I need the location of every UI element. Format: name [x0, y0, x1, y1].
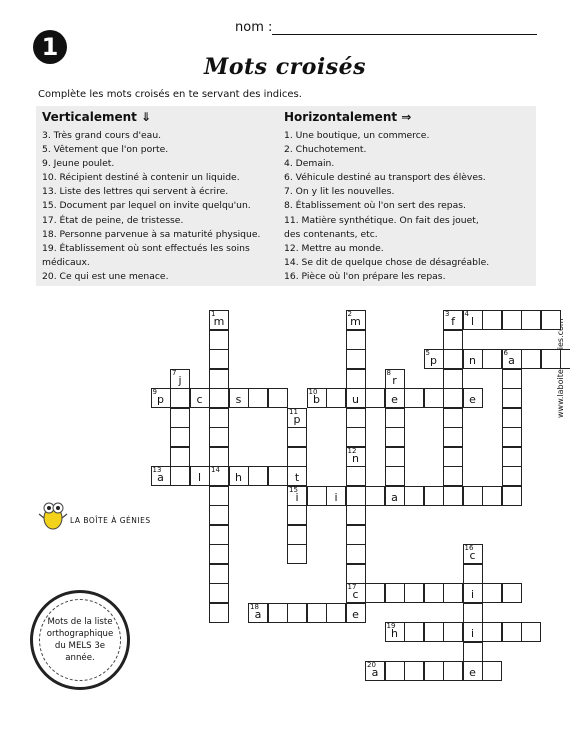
- clue-item: 20. Ce qui est une menace.: [42, 270, 169, 282]
- clue-number: 7: [172, 368, 177, 377]
- crossword-cell[interactable]: [404, 486, 424, 506]
- crossword-cell[interactable]: [346, 330, 366, 350]
- crossword-cell[interactable]: [190, 466, 210, 486]
- name-label: nom :: [235, 20, 273, 35]
- clue-item: 11. Matière synthétique. On fait des jouet,: [284, 214, 479, 226]
- crossword-cell[interactable]: [385, 486, 405, 506]
- crossword-cell[interactable]: [209, 388, 229, 408]
- crossword-cell[interactable]: [385, 447, 405, 467]
- crossword-cell[interactable]: [248, 603, 268, 623]
- crossword-cell[interactable]: [424, 349, 444, 369]
- crossword-cell[interactable]: [385, 583, 405, 603]
- crossword-cell[interactable]: [209, 330, 229, 350]
- crossword-cell[interactable]: [502, 388, 522, 408]
- given-letter: p: [430, 354, 437, 367]
- crossword-cell[interactable]: [443, 622, 463, 642]
- crossword-cell[interactable]: [365, 583, 385, 603]
- clue-item: 1. Une boutique, un commerce.: [284, 130, 430, 141]
- given-letter: c: [469, 549, 476, 562]
- clue-panel: [36, 106, 536, 286]
- crossword-cell[interactable]: [424, 583, 444, 603]
- crossword-cell[interactable]: [346, 505, 366, 525]
- clue-item: 6. Véhicule destiné au transport des élèves.: [284, 172, 486, 184]
- crossword-cell[interactable]: [346, 388, 366, 408]
- clue-item: 15. Document par lequel on invite quelqu'un.: [42, 200, 251, 212]
- crossword-cell[interactable]: [151, 388, 171, 408]
- clue-item: 18. Personne parvenue à sa maturité physique.: [42, 228, 261, 240]
- crossword-cell[interactable]: [307, 388, 327, 408]
- crossword-cell[interactable]: [443, 349, 463, 369]
- given-letter: p: [293, 412, 301, 426]
- crossword-cell[interactable]: [170, 447, 190, 467]
- crossword-cell[interactable]: [502, 310, 522, 330]
- given-letter: c: [196, 393, 203, 406]
- name-input-line[interactable]: [272, 34, 537, 35]
- crossword-cell[interactable]: [248, 466, 268, 486]
- given-letter: j: [178, 373, 182, 387]
- vertical-clues: [42, 110, 280, 284]
- crossword-cell[interactable]: [482, 486, 502, 506]
- crossword-cell[interactable]: [404, 388, 424, 408]
- given-letter: s: [235, 393, 242, 406]
- crossword-cell[interactable]: [346, 564, 366, 584]
- given-letter: a: [254, 607, 262, 621]
- crossword-cell[interactable]: [365, 388, 385, 408]
- given-letter: i: [470, 588, 475, 601]
- crossword-cell[interactable]: [541, 310, 561, 330]
- clue-item: 7. On y lit les nouvelles.: [284, 186, 395, 198]
- crossword-cell[interactable]: [463, 349, 483, 369]
- crossword-cell[interactable]: [170, 466, 190, 486]
- crossword-cell[interactable]: [443, 388, 463, 408]
- given-letter: b: [313, 393, 320, 406]
- crossword-cell[interactable]: [209, 505, 229, 525]
- crossword-cell[interactable]: [346, 544, 366, 564]
- crossword-cell[interactable]: [463, 642, 483, 662]
- clue-item: 4. Demain.: [284, 158, 335, 170]
- crossword-cell[interactable]: [463, 564, 483, 584]
- clue-item: 10. Récipient destiné à contenir un liquide.: [42, 172, 240, 184]
- crossword-cell[interactable]: [287, 486, 307, 506]
- crossword-cell[interactable]: [170, 369, 190, 389]
- crossword-cell[interactable]: [209, 466, 229, 486]
- crossword-cell[interactable]: [443, 583, 463, 603]
- given-letter: c: [352, 588, 359, 601]
- crossword-cell[interactable]: [248, 388, 268, 408]
- given-letter: i: [334, 490, 338, 504]
- crossword-cell[interactable]: [463, 622, 483, 642]
- clue-number: 17: [347, 583, 357, 591]
- crossword-cell[interactable]: [346, 486, 366, 506]
- crossword-cell[interactable]: [151, 466, 171, 486]
- clue-number: 12: [347, 446, 357, 455]
- crossword-cell[interactable]: [404, 661, 424, 681]
- clue-number: 8: [386, 368, 391, 377]
- exercise-number-badge: 1: [33, 30, 67, 64]
- crossword-cell[interactable]: [209, 564, 229, 584]
- horizontal-clues: [284, 110, 534, 284]
- clue-item: 13. Liste des lettres qui servent à écrire.: [42, 186, 229, 198]
- crossword-cell[interactable]: [346, 466, 366, 486]
- crossword-cell[interactable]: [326, 486, 346, 506]
- crossword-cell[interactable]: [229, 466, 249, 486]
- vertical-clue-list: [42, 129, 280, 284]
- clue-item: 8. Établissement où l'on sert des repas.: [284, 200, 466, 212]
- given-letter: n: [352, 451, 359, 465]
- clue-item: 12. Mettre au monde.: [284, 242, 384, 254]
- clue-number: 11: [289, 407, 298, 416]
- crossword-cell[interactable]: [287, 408, 307, 428]
- crossword-cell[interactable]: [307, 603, 327, 623]
- crossword-cell[interactable]: [502, 447, 522, 467]
- crossword-cell[interactable]: [482, 661, 502, 681]
- clue-number: 13: [152, 466, 162, 474]
- crossword-cell[interactable]: [424, 388, 444, 408]
- crossword-cell[interactable]: [209, 349, 229, 369]
- crossword-cell[interactable]: [385, 369, 405, 389]
- given-letter: h: [391, 627, 398, 640]
- crossword-cell[interactable]: [229, 388, 249, 408]
- given-letter: e: [391, 393, 398, 406]
- clue-number: 18: [250, 602, 259, 611]
- crossword-cell[interactable]: [521, 622, 541, 642]
- crossword-cell[interactable]: [209, 525, 229, 545]
- crossword-cell[interactable]: [346, 583, 366, 603]
- crossword-cell[interactable]: [365, 486, 385, 506]
- crossword-cell[interactable]: [346, 603, 366, 623]
- clue-item: 16. Pièce où l'on prépare les repas.: [284, 270, 446, 282]
- crossword-cell[interactable]: [209, 447, 229, 467]
- crossword-cell[interactable]: [443, 427, 463, 447]
- clue-item: 19. Établissement où sont effectués les soins: [42, 242, 250, 254]
- clue-item: 2. Chuchotement.: [284, 144, 367, 156]
- crossword-cell[interactable]: [502, 349, 522, 369]
- clue-number: 5: [425, 349, 430, 357]
- crossword-cell[interactable]: [443, 330, 463, 350]
- crossword-cell[interactable]: [346, 349, 366, 369]
- crossword-cell[interactable]: [209, 369, 229, 389]
- crossword-cell[interactable]: [385, 388, 405, 408]
- given-letter: l: [470, 315, 475, 328]
- given-letter: e: [469, 393, 476, 406]
- clue-number: 16: [464, 544, 474, 552]
- given-letter: t: [294, 471, 300, 484]
- crossword-cell[interactable]: [287, 544, 307, 564]
- crossword-cell[interactable]: [326, 388, 346, 408]
- horizontal-clue-list: [284, 129, 534, 284]
- clue-number: 1: [211, 310, 216, 318]
- crossword-cell[interactable]: [268, 388, 288, 408]
- crossword-cell[interactable]: [385, 408, 405, 428]
- page-title: Mots croisés: [203, 54, 367, 80]
- clue-number: 14: [211, 466, 220, 474]
- crossword-cell[interactable]: [502, 427, 522, 447]
- crossword-cell[interactable]: [482, 349, 502, 369]
- crossword-cell[interactable]: [482, 622, 502, 642]
- crossword-cell[interactable]: [404, 622, 424, 642]
- crossword-cell[interactable]: [170, 408, 190, 428]
- given-letter: a: [391, 490, 398, 504]
- crossword-cell[interactable]: [268, 603, 288, 623]
- crossword-cell[interactable]: [424, 661, 444, 681]
- given-letter: a: [157, 471, 164, 484]
- crossword-cell[interactable]: [443, 661, 463, 681]
- crossword-cell[interactable]: [170, 427, 190, 447]
- given-letter: h: [235, 471, 242, 484]
- given-letter: p: [157, 393, 164, 406]
- crossword-cell[interactable]: [424, 622, 444, 642]
- crossword-cell[interactable]: [521, 310, 541, 330]
- crossword-cell[interactable]: [287, 427, 307, 447]
- given-letter: u: [352, 393, 359, 406]
- crossword-cell[interactable]: [170, 388, 190, 408]
- crossword-cell[interactable]: [346, 369, 366, 389]
- crossword-cell[interactable]: [365, 661, 385, 681]
- crossword-cell[interactable]: [424, 486, 444, 506]
- crossword-cell[interactable]: [463, 486, 483, 506]
- crossword-cell[interactable]: [346, 447, 366, 467]
- crossword-cell[interactable]: [287, 505, 307, 525]
- crossword-cell[interactable]: [443, 466, 463, 486]
- crossword-cell[interactable]: [209, 583, 229, 603]
- crossword-cell[interactable]: [482, 310, 502, 330]
- crossword-cell[interactable]: [385, 427, 405, 447]
- crossword-cell[interactable]: [346, 310, 366, 330]
- word-list-seal: [30, 590, 130, 690]
- given-letter: f: [451, 315, 455, 328]
- clue-item: 14. Se dit de quelque chose de désagréable.: [284, 256, 490, 268]
- instruction-text: Complète les mots croisés en te servant des indices.: [38, 89, 302, 100]
- brand-name: LA BOÎTE À GÉNIES: [70, 516, 151, 525]
- crossword-cell[interactable]: [502, 408, 522, 428]
- given-letter: r: [392, 373, 397, 387]
- clue-number: 20: [367, 661, 376, 669]
- crossword-cell[interactable]: [463, 388, 483, 408]
- crossword-cell[interactable]: [502, 622, 522, 642]
- given-letter: m: [350, 315, 361, 328]
- crossword-cell[interactable]: [287, 525, 307, 545]
- crossword-cell[interactable]: [326, 603, 346, 623]
- crossword-cell[interactable]: [463, 603, 483, 623]
- horizontal-heading: Horizontalement ⇒: [284, 110, 412, 124]
- crossword-cell[interactable]: [287, 466, 307, 486]
- clue-number: 9: [152, 388, 157, 396]
- clue-number: 10: [308, 388, 318, 396]
- clue-item: médicaux.: [42, 256, 90, 268]
- crossword-cell[interactable]: [307, 486, 327, 506]
- crossword-cell[interactable]: [209, 427, 229, 447]
- crossword-cell[interactable]: [346, 525, 366, 545]
- crossword-cell[interactable]: [541, 349, 561, 369]
- clue-item: 3. Très grand cours d'eau.: [42, 130, 162, 141]
- crossword-cell[interactable]: [502, 369, 522, 389]
- clue-number: 6: [503, 349, 508, 357]
- clue-number: 3: [445, 310, 450, 318]
- clue-item: 17. État de peine, de tristesse.: [42, 214, 184, 226]
- vertical-heading: Verticalement ⇓: [42, 110, 152, 124]
- given-letter: e: [352, 607, 359, 621]
- crossword-cell[interactable]: [404, 583, 424, 603]
- given-letter: i: [470, 627, 475, 640]
- clue-number: 15: [289, 485, 298, 494]
- crossword-cell[interactable]: [209, 408, 229, 428]
- crossword-cell[interactable]: [463, 583, 483, 603]
- clue-item: 9. Jeune poulet.: [42, 158, 115, 170]
- clue-number: 2: [347, 310, 352, 318]
- crossword-cell[interactable]: [346, 408, 366, 428]
- given-letter: a: [371, 666, 379, 679]
- crossword-cell[interactable]: [268, 466, 288, 486]
- crossword-cell[interactable]: [443, 310, 463, 330]
- clue-number: 19: [386, 622, 396, 630]
- crossword-cell[interactable]: [463, 544, 483, 564]
- clue-number: 4: [464, 310, 469, 318]
- given-letter: a: [508, 354, 515, 367]
- given-letter: e: [469, 666, 476, 679]
- given-letter: l: [197, 471, 202, 484]
- crossword-cell[interactable]: [560, 349, 570, 369]
- crossword-cell[interactable]: [463, 661, 483, 681]
- crossword-cell[interactable]: [209, 603, 229, 623]
- crossword-cell[interactable]: [209, 310, 229, 330]
- crossword-cell[interactable]: [346, 427, 366, 447]
- crossword-cell[interactable]: [209, 544, 229, 564]
- clue-item: 5. Vêtement que l'on porte.: [42, 144, 169, 156]
- crossword-cell[interactable]: [209, 486, 229, 506]
- crossword-cell[interactable]: [443, 486, 463, 506]
- crossword-cell[interactable]: [385, 661, 405, 681]
- crossword-cell[interactable]: [287, 447, 307, 467]
- crossword-cell[interactable]: [521, 349, 541, 369]
- crossword-cell[interactable]: [463, 310, 483, 330]
- mascot-icon: [38, 498, 68, 532]
- seal-text: Mots de la liste orthographique du MELS 3e année.: [39, 599, 121, 681]
- given-letter: n: [469, 354, 476, 367]
- crossword-cell[interactable]: [502, 466, 522, 486]
- given-letter: m: [213, 315, 225, 328]
- crossword-cell[interactable]: [385, 466, 405, 486]
- crossword-cell[interactable]: [502, 486, 522, 506]
- crossword-cell[interactable]: [482, 583, 502, 603]
- crossword-cell[interactable]: [287, 603, 307, 623]
- clue-item: des contenants, etc.: [284, 228, 378, 240]
- crossword-cell[interactable]: [443, 447, 463, 467]
- crossword-cell[interactable]: [385, 622, 405, 642]
- given-letter: i: [295, 490, 299, 504]
- crossword-cell[interactable]: [443, 369, 463, 389]
- crossword-cell[interactable]: [502, 583, 522, 603]
- crossword-cell[interactable]: [443, 408, 463, 428]
- crossword-cell[interactable]: [190, 388, 210, 408]
